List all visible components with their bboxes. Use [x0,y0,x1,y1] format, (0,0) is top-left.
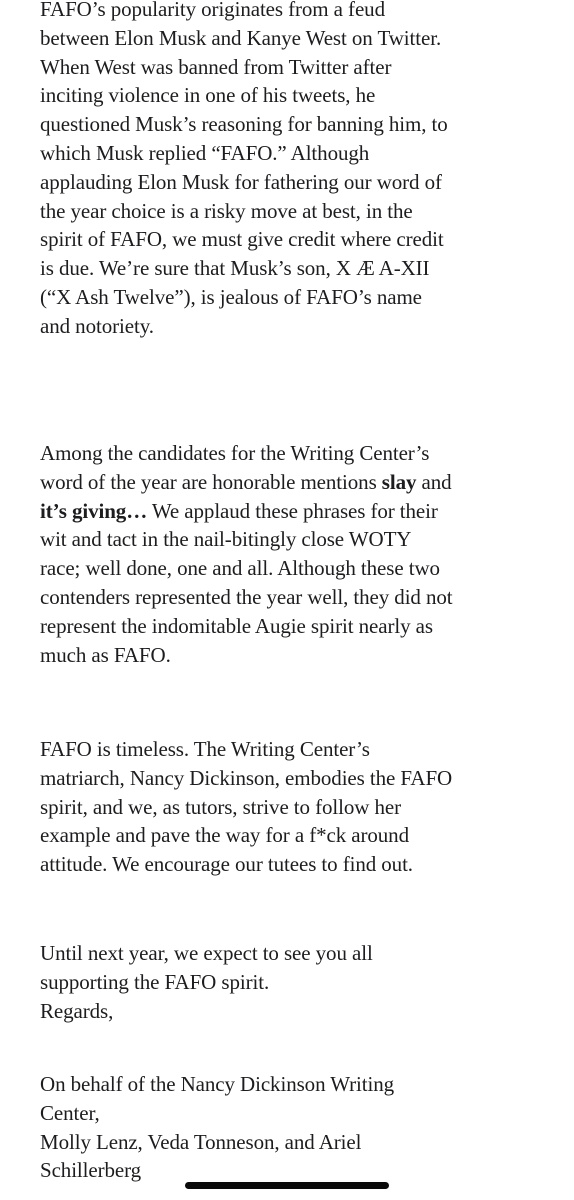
text-line [40,254,560,283]
text-run: contenders represented the year well, they did not [40,584,453,609]
text-line [40,81,560,110]
text-line [40,110,560,139]
paragraph-signature [40,1070,560,1185]
text-line [40,1156,560,1185]
text-run: Center, [40,1100,100,1125]
text-line [40,735,560,764]
paragraph-honorable-mentions [40,439,560,669]
text-line [40,764,560,793]
text-run: word of the year are honorable mentions [40,469,382,494]
text-run: applauding Elon Musk for fathering our word of [40,169,442,194]
text-run: Molly Lenz, Veda Tonneson, and Ariel [40,1129,362,1154]
home-indicator-bar[interactable] [185,1182,389,1189]
bold-phrase: slay [381,469,417,494]
text-line [40,197,560,226]
text-line [40,497,560,526]
paragraph-closing [40,939,560,1025]
text-run: between Elon Musk and Kanye West on Twitter. [40,25,442,50]
text-run: matriarch, Nancy Dickinson, embodies the FAFO [40,765,453,790]
text-run: Until next year, we expect to see you all [40,941,373,965]
text-line [40,1070,560,1099]
text-line [40,1099,560,1128]
text-run: FAFO’s popularity originates from a feud [40,0,385,21]
text-line [40,968,560,997]
text-line [40,312,560,341]
text-run: Schillerberg [40,1158,142,1183]
text-run: which Musk replied “FAFO.” Although [40,140,370,165]
text-line [40,1128,560,1157]
text-line [40,283,560,312]
text-line [40,793,560,822]
text-line [40,612,560,641]
text-run: (“X Ash Twelve”), is jealous of FAFO’s name [40,284,422,309]
text-run: the year choice is a risky move at best, in the [40,198,413,223]
text-line [40,468,560,497]
text-run: much as FAFO. [40,642,171,667]
text-run: spirit, and we, as tutors, strive to follow her [40,794,401,819]
text-run: represent the indomitable Augie spirit nearly as [40,613,433,638]
text-line [40,24,560,53]
text-run: supporting the FAFO spirit. [40,969,270,994]
text-line [40,939,560,968]
text-run: Regards, [40,998,114,1023]
text-line [40,850,560,879]
text-line [40,0,560,24]
paragraph-fafo-timeless [40,735,560,879]
text-line [40,225,560,254]
text-line [40,439,560,468]
text-run: When West was banned from Twitter after [40,54,392,79]
text-line [40,997,560,1026]
text-run: questioned Musk’s reasoning for banning him, to [40,112,448,137]
text-line [40,583,560,612]
text-line [40,168,560,197]
text-run: FAFO is timeless. The Writing Center’s [40,737,370,761]
text-run: and [416,469,452,494]
text-line [40,525,560,554]
text-run: spirit of FAFO, we must give credit where credit [40,227,444,252]
text-run: example and pave the way for a f*ck around [40,823,409,848]
bold-phrase: it’s giving… [40,498,148,523]
text-run: wit and tact in the nail-bitingly close WOTY [40,527,412,552]
text-line [40,554,560,583]
text-run: We applaud these phrases for their [147,498,438,523]
text-run: race; well done, one and all. Although these two [40,556,440,581]
text-line [40,641,560,670]
text-run: and notoriety. [40,313,154,338]
text-run: is due. We’re sure that Musk’s son, X Æ A-XII [40,256,430,281]
text-line [40,139,560,168]
text-line [40,821,560,850]
text-run: inciting violence in one of his tweets, he [40,83,376,108]
text-run: attitude. We encourage our tutees to find out. [40,852,413,877]
paragraph-fafo-origin [40,0,560,341]
text-run: On behalf of the Nancy Dickinson Writing [40,1072,395,1096]
text-line [40,53,560,82]
text-run: Among the candidates for the Writing Center’s [40,441,430,465]
